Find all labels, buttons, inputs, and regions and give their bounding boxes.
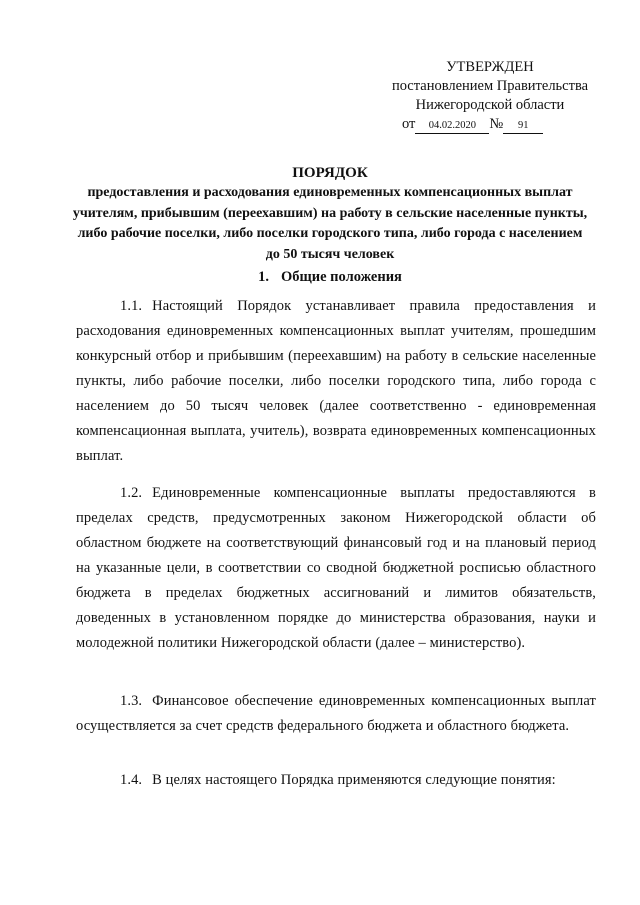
paragraph-text: Настоящий Порядок устанавливает правила предоставления и расходования единовременных компенсационных выплат учителям, прошедшим конкурсный отбор и прибывшим (переехавшим) на работу в сельские населенные пункты, либо рабочие поселки, либо поселки городского типа, либо города с населением до 50 тысяч человек (далее соответственно - единовременная компенсационная выплата, учитель), возврата единовременных компенсационных выплат. [76, 298, 596, 464]
approval-date-line [380, 115, 600, 134]
section-heading [70, 268, 590, 287]
paragraph-1-2 [76, 481, 596, 656]
document-subtitle: предоставления и расходования единовременных компенсационных выплат учителям, прибывшим (переехавшим) на работу в сельские населенные пункты, либо рабочие поселки, либо поселки городского типа, либо города с населением до 50 тысяч человек [72, 185, 588, 262]
paragraph-text: Финансовое обеспечение единовременных компенсационных выплат осуществляется за счет средств федерального бюджета и областного бюджета. [76, 693, 596, 734]
approval-stamp [380, 58, 600, 134]
approval-date-value: 04.02.2020 [415, 119, 489, 134]
paragraph-1-4 [76, 768, 596, 793]
approval-heading: УТВЕРЖДЕН [446, 59, 534, 75]
approval-authority: постановлением Правительства [391, 78, 589, 94]
paragraph-number: 1.1. [120, 298, 143, 314]
paragraph-number: 1.4. [120, 772, 143, 788]
section-title: Общие положения [280, 269, 402, 285]
paragraph-1-3 [76, 689, 596, 739]
paragraph-number: 1.2. [120, 485, 143, 501]
paragraph-text: Единовременные компенсационные выплаты предоставляются в пределах средств, предусмотренных законом Нижегородской области об областном бюджете на соответствующий финансовый год и на плановый период на указанные цели, в соответствии со сводной бюджетной росписью областного бюджета в пределах бюджетных ассигнований и лимитов обязательств, доведенных в установленном порядке до министерства образования, науки и молодежной политики Нижегородской области (далее – министерство). [76, 485, 596, 651]
approval-date-prefix: от [402, 116, 416, 132]
document-title-block [70, 164, 590, 265]
paragraph-text: В целях настоящего Порядка применяются следующие понятия: [152, 772, 556, 788]
approval-number-prefix: № [489, 116, 504, 132]
approval-region: Нижегородской области [415, 97, 565, 113]
document-title: ПОРЯДОК [292, 165, 368, 181]
approval-number-value: 91 [503, 119, 543, 134]
paragraph-number: 1.3. [120, 693, 143, 709]
section-number: 1. [258, 269, 269, 285]
paragraph-1-1 [76, 294, 596, 469]
